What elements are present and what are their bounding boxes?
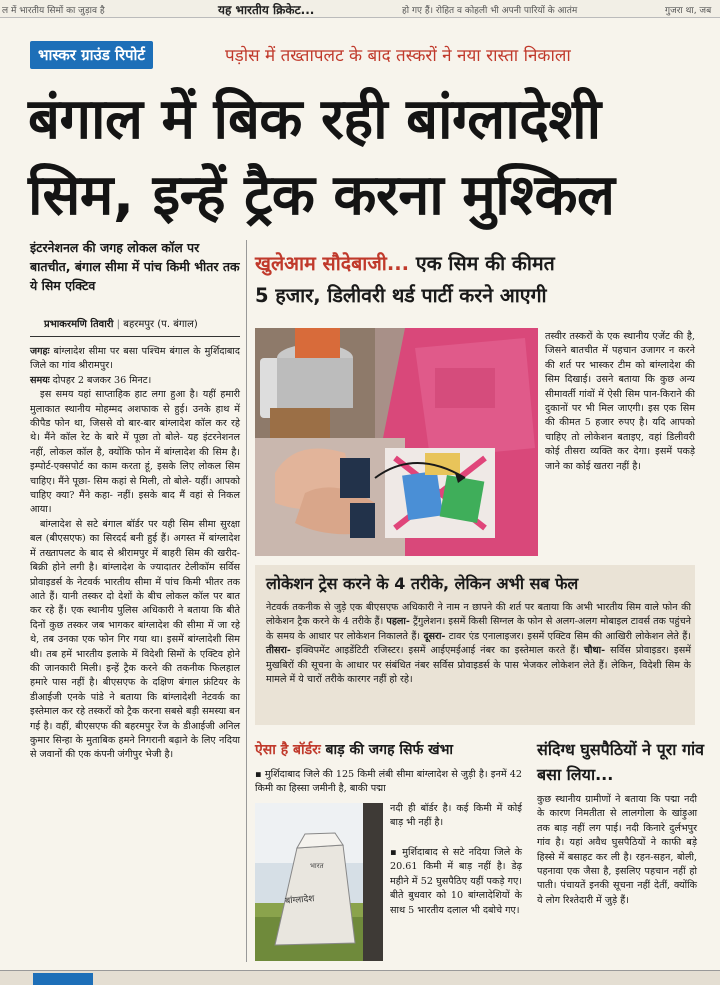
top-strip-far-right: गुजरा था, जब [665,6,712,16]
border-text-3: ▪ मुर्शिदाबाद से सटे नदिया जिले के 20.61 किमी में बाड़ नहीं है। डेढ़ महीने में 52 घुसपैठिए यहीं पकड़े गए। बीते बुधवार को 10 बांग्लादेशियों के साथ 5 भारतीय दलाल भी दबोचे गए। [390,847,522,916]
pillar-label: बांग्लादेश [284,894,315,907]
subhead-bargaining [255,248,705,312]
body-paragraph: बांग्लादेश से सटे बंगाल बॉर्डर पर यही सिम सीमा सुरक्षा बल (बीएसएफ) का सिरदर्द बनी हुई हैं। अगस्त में बांग्लादेश में तख्तापलट के बाद से श्रीरामपुर में बाहरी सिम की खरीद-बिक्री होने लगी है। बांग्लादेश के ज्यादातर टेलीकॉम सर्विस प्रोवाइडर्स के नेटवर्क भारतीय सीमा में पांच किमी भीतर तक आते हैं। यानी तस्कर दो देशों के बीच लोकल कॉल पर बात कर रहे हैं। एक स्थानीय पुलिस अधिकारी ने बताया कि बीते दिनों कुछ तस्कर जब भागकर बांग्लादेश की सीमा में जा रहे थे, तब उनका एक फोन गिर गया था। इसमें बांग्लादेशी सिम थी। तब हमें भारतीय इलाके में विदेशी सिमों के एक्टिव होने की जानकारी मिली। इन्हें ट्रैक करने की तकनीक फिलहाल हमारे पास नहीं है। बीएसएफ के दक्षिण बंगाल फ्रंटियर के डीआईजी एनके पांडे ने बताया कि बांग्लादेशी नेटवर्क का इस्तेमाल कर रहे तस्करों को ट्रैक करना सबसे बड़ी समस्या बन गई है। वहीं, बीएसएफ की बहरमपुर रेंज के डीआईजी अनिल कुमार सिन्हा के मुताबिक हमने निगरानी बढ़ाने के लिए नदिया से जवानों की एक कंपनी जंगीपुर भेजी है। [30,518,240,761]
place-text: बांग्लादेश सीमा पर बसा पश्चिम बंगाल के मुर्शिदाबाद जिले का गांव श्रीरामपुर। [30,346,240,372]
border-section-title [255,740,453,759]
bottom-tag [33,973,93,985]
subhead-rest: एक सिम की कीमत [409,252,555,275]
top-strip-middle: यह भारतीय क्रिकेट... [218,3,315,17]
headline-line-2: सिम, इन्हें ट्रैक करना मुश्किल [28,163,615,228]
photo-caption: तस्वीर तस्करों के एक स्थानीय एजेंट की है, जिसने बातचीत में पहचान उजागर न करने की शर्त पर भास्कर टीम को बांग्लादेश की सिम दिखाई। उसने बताया कि कुछ अन्य सीमावर्ती गांवों में ऐसी सिम पान-किराने की दुकानों पर भी मिल जाएगी। इस एक सिम की कीमत 5 हजार रुपए है। यदि आपको चाहिए तो लोकेशन बताइए, वहां डिलीवरी कोई तीसरा व्यक्ति कर देगा। इसमें पकड़े जाने का कोई खतरा नहीं है। [545,331,695,472]
svg-text:भारत: भारत [310,862,324,870]
method-4-text: सर्विस प्रोवाइडर। इसमें मुखबिरों की सूचना के आधार पर संबंधित नंबर सर्विस प्रोवाइडर्स के पास भेजकर लोकेशन लेते हैं। लेकिन, विदेशी सिम के मामले में ये चारों तरीके कारगर नहीं हो रहे। [266,645,691,686]
byline-place: बहरमपुर (प. बंगाल) [123,319,198,330]
border-title-red: ऐसा है बॉर्डरः [255,742,321,758]
border-text-1: ▪ मुर्शिदाबाद जिले की 125 किमी लंबी सीमा बांग्लादेश से जुड़ी है। इनमें 42 किमी का हिस्सा जमीनी है, बाकी पद्मा [255,769,522,795]
method-3-label: तीसरा- [266,645,291,657]
subhead-red: खुलेआम सौदेबाजी... [255,252,410,275]
headline-line-1: बंगाल में बिक रही बांग्लादेशी [28,87,601,152]
time-label: समयः [30,374,50,386]
method-2-label: दूसरा- [423,630,446,642]
subhead-line-2: 5 हजार, डिलीवरी थर्ड पार्टी करने आएगी [255,284,547,307]
divider [30,336,240,337]
sim-photo [255,328,538,556]
border-title-rest: बाड़ की जगह सिर्फ खंभा [320,742,454,758]
method-4-label: चौथा- [583,645,606,657]
infiltration-title: संदिग्ध घुसपैठियों ने पूरा गांव बसा लिया... [537,740,705,784]
body-paragraph: इस समय यहां साप्ताहिक हाट लगा हुआ है। यहीं हमारी मुलाकात स्थानीय मोहम्मद अशफाक से हुई। उनके हाथ में कीपैड फोन था, जिससे वो बार-बार बांग्लादेश कॉल कर रहे थे। मैंने कॉल रेट के बारे में पूछा तो बोले- यह इंटरनेशनल नहीं, लोकल कॉल है, क्योंकि फोन में बांग्लादेश की सिम है। इम्पोर्ट-एक्सपोर्ट का काम करता हूं, इसके लिए लोकल सिम चाहिए। मैंने पूछा- सिम कहां से मिली, तो बोले- यहीं। आपको चाहिए क्या? मैंने कहा- नहीं। इसके बाद मैं वहां से निकल आया। [30,389,240,516]
top-strip-right: हो गए हैं। रोहित व कोहली भी अपनी पारियों के आतंम [402,6,578,16]
top-strip [0,0,720,18]
top-strip-left: ल में भारतीय सिमों का जुड़ाव है [2,6,105,16]
time-text: दोपहर 2 बजकर 36 मिनट। [52,374,152,386]
column-divider [246,240,247,962]
border-pillar-photo [255,803,383,961]
bottom-strip [0,970,720,985]
method-3-text: इक्विपमेंट आइडेंटिटी रजिस्टर। इसमें आईएमईआई नंबर का इस्तेमाल करते हैं। [295,645,579,657]
byline-name: प्रभाकरमणि तिवारी [44,319,114,330]
border-pillar-illustration [255,803,383,961]
place-label: जगहः [30,346,50,357]
box-intro: नेटवर्क तकनीक से जुड़े एक बीएसएफ अधिकारी ने नाम न छापने की शर्त पर बताया कि अभी भारतीय सिम वाले फोन की लोकेशन ट्रैक करने के 4 तरीके हैं। [266,602,691,628]
info-box-body [266,601,691,687]
method-2-text: टावर एंड एनालाइजर। इसमें एक्टिव सिम की आखिरी लोकेशन लेते हैं। [448,630,691,642]
deck: इंटरनेशनल की जगह लोकल कॉल पर बातचीत, बंगाल सीमा में पांच किमी भीतर तक ये सिम एक्टिव [30,240,240,293]
sim-photo-illustration [255,328,538,556]
article-body [30,345,240,763]
section-tag: भास्कर ग्राउंड रिपोर्ट [30,41,153,69]
border-text-2: नदी ही बॉर्डर है। कई किमी में कोई बाड़ भी नहीं है। [390,803,522,829]
infiltration-body: कुछ स्थानीय ग्रामीणों ने बताया कि पद्मा नदी के कारण निमतीता से लालगोला के खांड़ुआ तक बाड़ नहीं लग पाई। नदी किनारे दुर्लभपुर गांव है। यहां अवैध घुसपैठियों ने काफी बड़े हिस्से में बसाहट कर ली है। रहन-सहन, बोली, पहनावा एक जैसा है, इसलिए पहचान नहीं हो पाती। पंचायतें इनकी सूचना नहीं देतीं, क्योंकि ये लोग रिश्तेदारी में जुड़े हैं। [537,794,697,906]
info-box-title: लोकेशन ट्रेस करने के 4 तरीके, लेकिन अभी सब फेल [266,574,579,593]
method-1-text: ट्रैंगुलेशन। इसमें किसी सिग्नल के फोन से अलग-अलग मोबाइल टावर्स तक पहुंचने के समय के आधार पर लोकेशन निकालते हैं। [266,616,691,642]
byline: प्रभाकरमणि तिवारी | बहरमपुर (प. बंगाल) [44,319,198,330]
method-1-label: पहला- [386,616,410,628]
kicker: पड़ोस में तख्तापलट के बाद तस्करों ने नया रास्ता निकाला [225,46,571,66]
